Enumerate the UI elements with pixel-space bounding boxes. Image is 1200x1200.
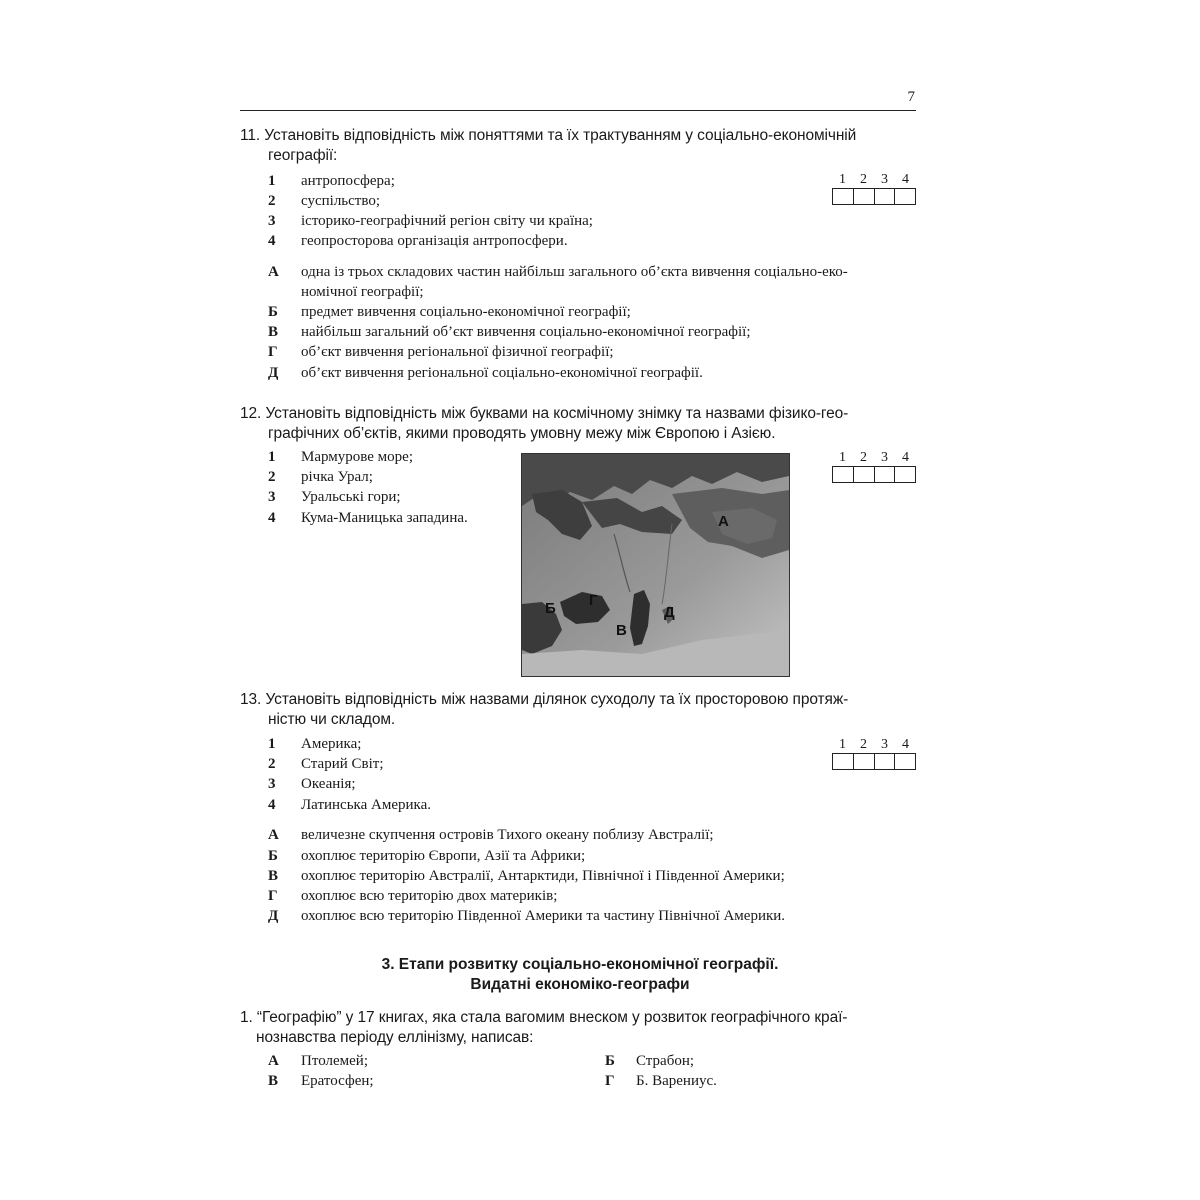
item-text: Океанія;	[301, 776, 356, 792]
answer-text: предмет вивчення соціально-економічної географії;	[301, 304, 631, 320]
answer-cell[interactable]	[875, 467, 896, 482]
answer-letter: Г	[268, 344, 278, 360]
item-number: 3	[268, 776, 276, 792]
answer-cell[interactable]	[854, 754, 875, 769]
item-text: Мармурове море;	[301, 449, 413, 465]
item-number: 3	[268, 489, 276, 505]
grid-number: 2	[860, 737, 867, 752]
item-text: річка Урал;	[301, 469, 373, 485]
answer-text: охоплює всю територію двох материків;	[301, 888, 558, 904]
option-letter: Б	[605, 1053, 615, 1069]
item-number: 1	[268, 449, 276, 465]
answer-cell[interactable]	[833, 189, 854, 204]
item-number: 2	[268, 469, 276, 485]
map-label-b: Б	[545, 600, 556, 617]
grid-number: 4	[902, 737, 909, 752]
option-text: Страбон;	[636, 1053, 695, 1069]
answer-letter: Б	[268, 304, 278, 320]
q12-intro-line1: 12. Установіть відповідність між буквами на космічному знімку та назвами фізико-гео-	[240, 405, 849, 422]
grid-number: 1	[839, 737, 846, 752]
option-text: Птолемей;	[301, 1053, 368, 1069]
item-number: 2	[268, 756, 276, 772]
page-number: 7	[907, 89, 915, 105]
q13-intro-line2: ністю чи складом.	[268, 711, 396, 728]
answer-letter: В	[268, 868, 279, 884]
grid-number: 3	[881, 450, 888, 465]
answer-text: охоплює територію Австралії, Антарктиди, Північної і Південної Америки;	[301, 868, 785, 884]
grid-number: 1	[839, 450, 846, 465]
answer-cell[interactable]	[895, 467, 915, 482]
grid-number: 3	[881, 172, 888, 187]
option-letter: В	[268, 1073, 279, 1089]
answer-letter: В	[268, 324, 279, 340]
answer-text: найбільш загальний об’єкт вивчення соціально-економічної географії;	[301, 324, 751, 340]
answer-cell[interactable]	[833, 754, 854, 769]
answer-letter: Д	[268, 908, 279, 924]
answer-text: одна із трьох складових частин найбільш загального об’єкта вивчення соціально-еко-	[301, 264, 848, 280]
item-number: 1	[268, 173, 276, 189]
s1-intro-line1: 1. “Географію” у 17 книгах, яка стала вагомим внеском у розвиток географічного краї-	[240, 1009, 848, 1026]
map-label-a: А	[718, 513, 729, 530]
answer-grid-q12	[832, 451, 916, 483]
item-number: 4	[268, 510, 276, 526]
option-text: Б. Варениус.	[636, 1073, 717, 1089]
item-text: Кума-Маницька западина.	[301, 510, 468, 526]
map-label-v: В	[616, 622, 627, 639]
answer-cell[interactable]	[854, 189, 875, 204]
satellite-image	[521, 453, 790, 677]
answer-text: об’єкт вивчення регіональної соціально-економічної географії.	[301, 365, 703, 381]
answer-text: величезне скупчення островів Тихого океану поблизу Австралії;	[301, 827, 714, 843]
answer-letter: А	[268, 264, 279, 280]
grid-number: 2	[860, 172, 867, 187]
answer-cell[interactable]	[854, 467, 875, 482]
grid-number: 1	[839, 172, 846, 187]
answer-grid-q11	[832, 173, 916, 205]
answer-letter: А	[268, 827, 279, 843]
answer-cell[interactable]	[875, 189, 896, 204]
grid-number: 4	[902, 172, 909, 187]
answer-cell[interactable]	[833, 467, 854, 482]
q12-intro-line2: графічних об’єктів, якими проводять умовну межу між Європою і Азією.	[268, 425, 776, 442]
grid-number: 3	[881, 737, 888, 752]
answer-letter: Б	[268, 848, 278, 864]
item-text: історико-географічний регіон світу чи країна;	[301, 213, 593, 229]
grid-number: 4	[902, 450, 909, 465]
header-rule	[240, 110, 916, 111]
answer-letter: Г	[268, 888, 278, 904]
q11-intro-line2: географії:	[268, 147, 338, 164]
answer-text: охоплює територію Європи, Азії та Африки;	[301, 848, 586, 864]
item-text: суспільство;	[301, 193, 380, 209]
section-title-line1: 3. Етапи розвитку соціально-економічної географії.	[381, 956, 779, 973]
item-text: Старий Світ;	[301, 756, 384, 772]
item-text: Америка;	[301, 736, 362, 752]
answer-grid-q13	[832, 738, 916, 770]
option-letter: А	[268, 1053, 279, 1069]
item-text: антропосфера;	[301, 173, 395, 189]
answer-text: номічної географії;	[301, 284, 424, 300]
option-letter: Г	[605, 1073, 615, 1089]
q13-intro-line1: 13. Установіть відповідність між назвами ділянок суходолу та їх просторовою протяж-	[240, 691, 849, 708]
item-number: 1	[268, 736, 276, 752]
satellite-map-graphic	[522, 454, 789, 676]
item-text: геопросторова організація антропосфери.	[301, 233, 568, 249]
item-number: 4	[268, 233, 276, 249]
answer-letter: Д	[268, 365, 279, 381]
answer-text: об’єкт вивчення регіональної фізичної географії;	[301, 344, 614, 360]
answer-text: охоплює всю територію Південної Америки та частину Північної Америки.	[301, 908, 786, 924]
answer-cell[interactable]	[875, 754, 896, 769]
answer-cell[interactable]	[895, 189, 915, 204]
map-label-d: Д	[664, 604, 675, 621]
map-label-g: Г	[589, 592, 598, 609]
item-text: Латинська Америка.	[301, 797, 431, 813]
section-title-line2: Видатні економіко-географи	[470, 976, 690, 993]
answer-cell[interactable]	[895, 754, 915, 769]
option-text: Ератосфен;	[301, 1073, 374, 1089]
item-text: Уральські гори;	[301, 489, 401, 505]
grid-number: 2	[860, 450, 867, 465]
item-number: 4	[268, 797, 276, 813]
q11-intro-line1: 11. Установіть відповідність між поняттями та їх трактуванням у соціально-економічній	[240, 127, 857, 144]
item-number: 2	[268, 193, 276, 209]
s1-intro-line2: нознавства періоду еллінізму, написав:	[256, 1029, 534, 1046]
item-number: 3	[268, 213, 276, 229]
